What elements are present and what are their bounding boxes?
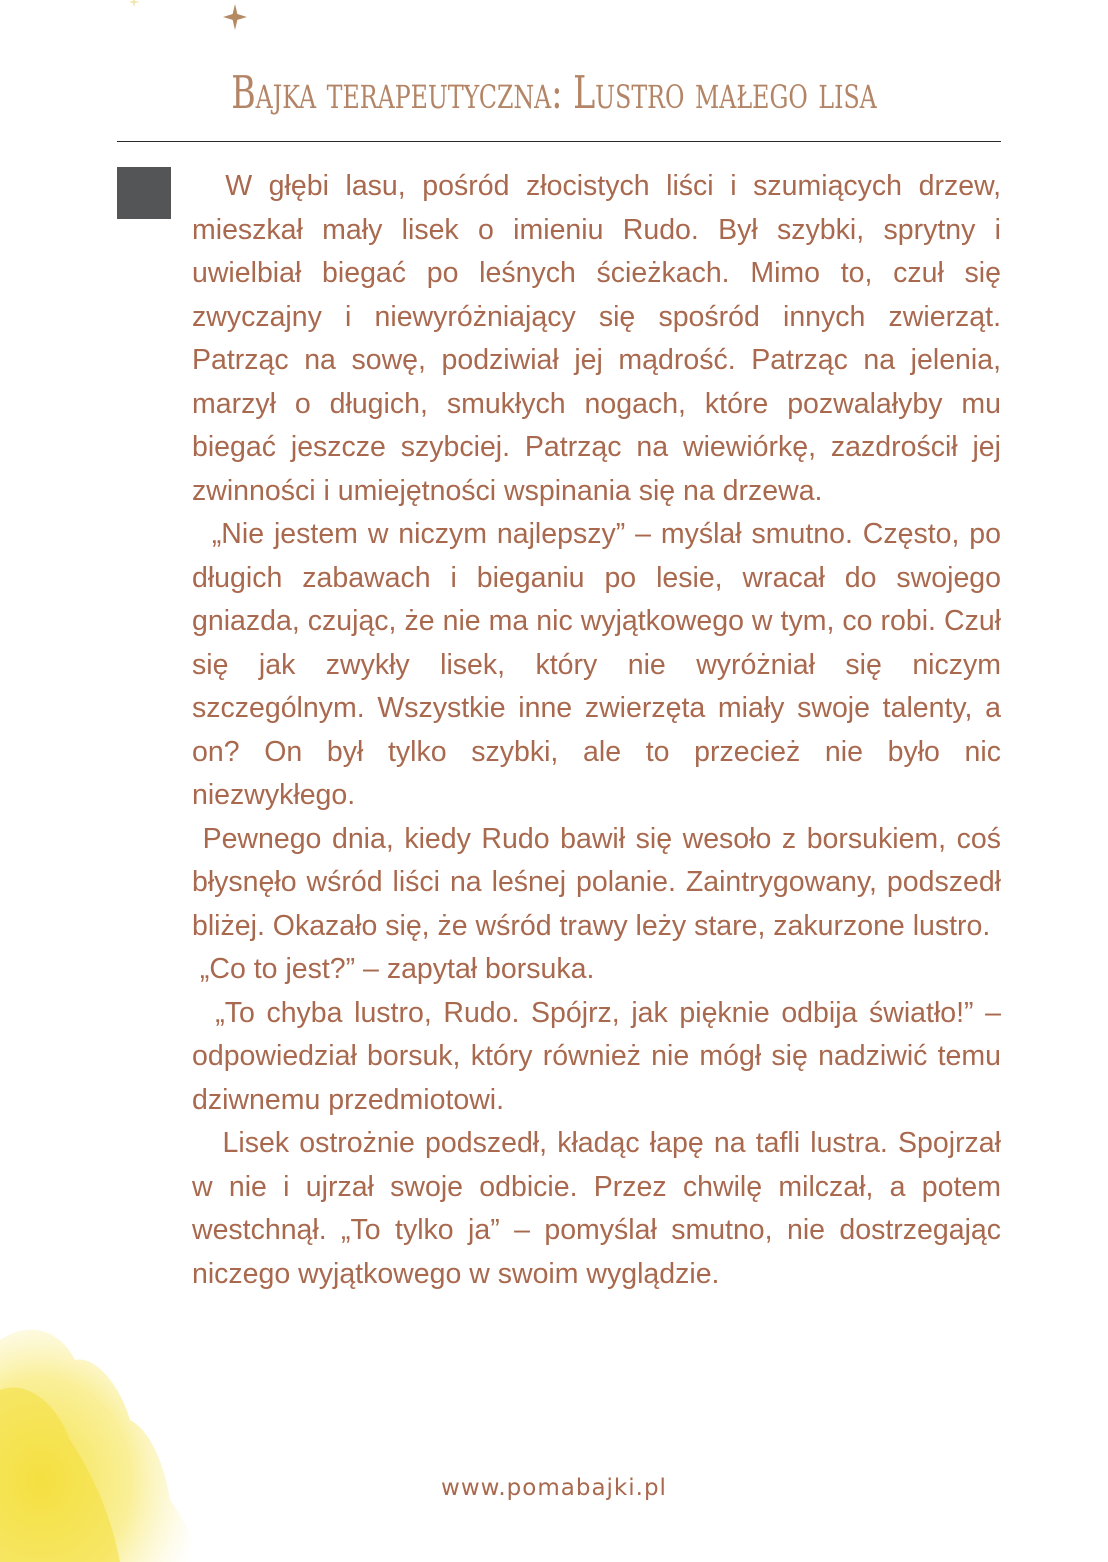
faint-star-icon [128, 0, 140, 8]
title-divider [117, 141, 1001, 142]
story-paragraph: „To chyba lustro, Rudo. Spójrz, jak pięknie odbija światło!” – odpowiedział borsuk, który również nie mógł się nadziwić temu dziwnemu przedmiotowi. [192, 996, 1009, 1116]
star-icon [222, 4, 248, 30]
story-paragraph: „Nie jestem w niczym najlepszy” – myślał smutno. Często, po długich zabawach i bieganiu po lesie, wracał do swojego gniazda, czując, że nie ma nic wyjątkowego w tym, co robi. Czuł się jak zwykły lisek, który nie wyróżniał się niczym szczególnym. Wszystkie inne zwierzęta miały swoje talenty, a on? On był tylko szybki, ale to przecież nie było nic niezwykłego. [192, 518, 1009, 811]
story-paragraph: W głębi lasu, pośród złocistych liści i szumiących drzew, mieszkał mały lisek o imieniu Rudo. Był szybki, sprytny i uwielbiał biegać po leśnych ścieżkach. Mimo to, czuł się zwyczajny i niewyróżniający się spośród innych zwierząt. Patrząc na sowę, podziwiał jej mądrość. Patrząc na jelenia, marzył o długich, smukłych nogach, które pozwalałyby mu biegać jeszcze szybciej. Patrząc na wiewiórkę, zazdrościł jej zwinności i umiejętności wspinania się na drzewa. [192, 170, 1009, 507]
page-title: Bajka terapeutyczna: Lustro małego lisa [231, 66, 877, 119]
story-paragraph: Pewnego dnia, kiedy Rudo bawił się wesoło z borsukiem, coś błysnęło wśród liści na leśnej polanie. Zaintrygowany, podszedł bliżej. Okazało się, że wśród trawy leży stare, zakurzone lustro. [192, 822, 1009, 942]
gray-square-marker [117, 167, 171, 219]
story-paragraph: „Co to jest?” – zapytał borsuka. [192, 953, 595, 985]
footer-url: www.pomabajki.pl [441, 1475, 667, 1501]
watercolor-decoration [0, 1300, 240, 1562]
story-text [192, 165, 1009, 1296]
story-paragraph: Lisek ostrożnie podszedł, kładąc łapę na tafli lustra. Spojrzał w nie i ujrzał swoje odbicie. Przez chwilę milczał, a potem westchnął. „To tylko ja” – pomyślał smutno, nie dostrzegając niczego wyjątkowego w swoim wyglądzie. [192, 1127, 1009, 1290]
